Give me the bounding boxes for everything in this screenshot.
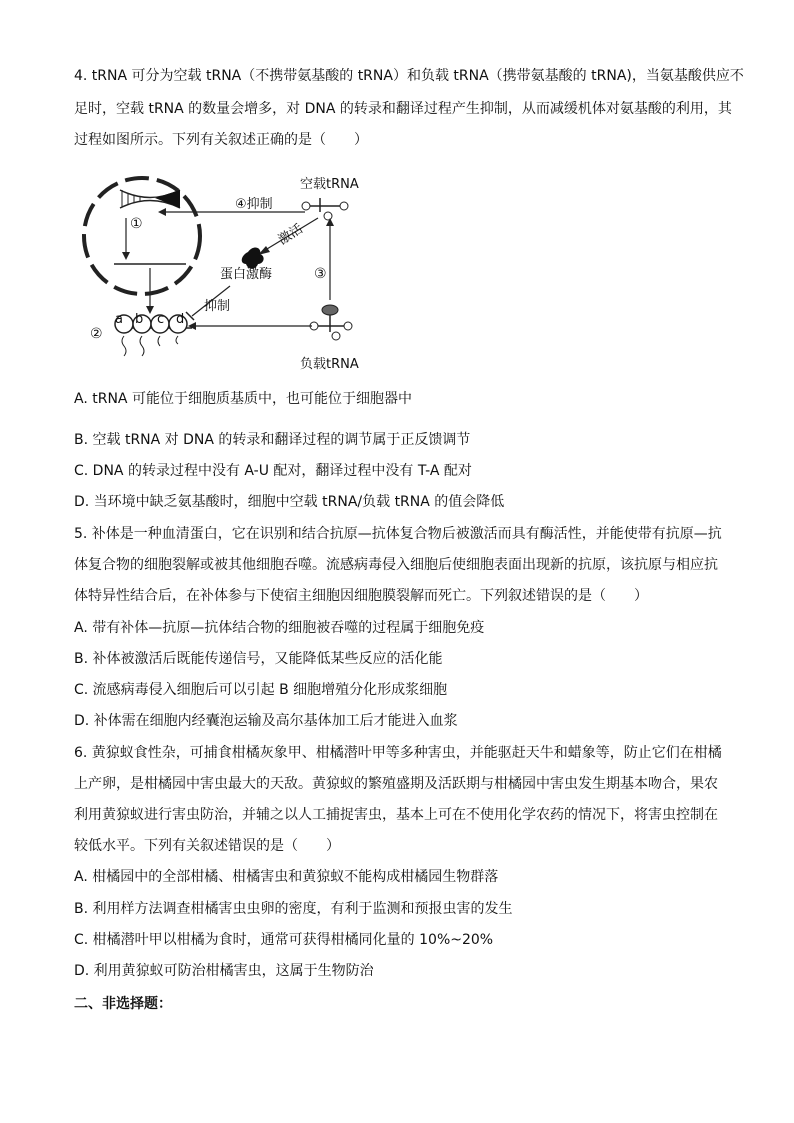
q4-option-b: B. 空载 tRNA 对 DNA 的转录和翻译过程的调节属于正反馈调节 (74, 432, 471, 448)
q6-stem-line-3: 利用黄猄蚁进行害虫防治，并辅之以人工捕捉害虫，基本上可在不使用化学农药的情况下，将害虫控制在 (74, 807, 718, 823)
step3-label: ③ (314, 266, 327, 282)
q4-stem-line-1: 4. tRNA 可分为空载 tRNA（不携带氨基酸的 tRNA）和负载 tRNA（携带氨基酸的 tRNA)，当氨基酸供应不 (74, 68, 744, 84)
q4-option-c: C. DNA 的转录过程中没有 A-U 配对，翻译过程中没有 T-A 配对 (74, 463, 472, 479)
empty-trna-label: 空载tRNA (300, 177, 359, 192)
q5-option-a: A. 带有补体—抗原—抗体结合物的细胞被吞噬的过程属于细胞免疫 (74, 620, 485, 636)
q6-option-b: B. 利用样方法调查柑橘害虫虫卵的密度，有利于监测和预报虫害的发生 (74, 901, 513, 917)
ribosome-d-label: d (176, 312, 185, 327)
q5-stem-line-2: 体复合物的细胞裂解或被其他细胞吞噬。流感病毒侵入细胞后使细胞表面出现新的抗原，该抗原与相应抗 (74, 557, 718, 573)
inhibit-label: 抑制 (204, 299, 231, 314)
ribosome-b-label: b (135, 312, 144, 327)
q6-option-c: C. 柑橘潜叶甲以柑橘为食时，通常可获得柑橘同化量的 10%~20% (74, 932, 494, 948)
inhibit4-label: ④抑制 (235, 197, 273, 212)
q4-option-a: A. tRNA 可能位于细胞质基质中，也可能位于细胞器中 (74, 391, 412, 407)
ribosome-c-label: c (157, 312, 165, 327)
q5-option-c: C. 流感病毒侵入细胞后可以引起 B 细胞增殖分化形成浆细胞 (74, 682, 448, 698)
q6-option-a: A. 柑橘园中的全部柑橘、柑橘害虫和黄猄蚁不能构成柑橘园生物群落 (74, 869, 499, 885)
trna-regulation-diagram (80, 160, 380, 380)
q6-stem-line-1: 6. 黄猄蚁食性杂，可捕食柑橘灰象甲、柑橘潜叶甲等多种害虫，并能驱赶天牛和蜡象等，防止它们在柑橘 (74, 745, 722, 761)
q4-stem-line-3: 过程如图所示。下列有关叙述正确的是（ ） (74, 132, 368, 148)
ribosome-a-label: a (115, 312, 123, 327)
nucleus-membrane (84, 178, 200, 294)
q5-option-d: D. 补体需在细胞内经囊泡运输及高尔基体加工后才能进入血浆 (74, 713, 458, 729)
q4-stem-line-2: 足时，空载 tRNA 的数量会增多，对 DNA 的转录和翻译过程产生抑制，从而减缓机体对氨基酸的利用，其 (74, 101, 732, 117)
q6-stem-line-2: 上产卵，是柑橘园中害虫最大的天敌。黄猄蚁的繁殖盛期及活跃期与柑橘园中害虫发生期基本吻合，果农 (74, 776, 718, 792)
q5-stem-line-1: 5. 补体是一种血清蛋白，它在识别和结合抗原—抗体复合物后被激活而具有酶活性，并能使带有抗原—抗 (74, 526, 722, 542)
step1-label: ① (130, 216, 143, 232)
empty-trna-icon (302, 198, 348, 220)
kinase-label: 蛋白激酶 (220, 267, 273, 282)
step2-label: ② (90, 326, 103, 342)
activate-label: 激活 (275, 221, 306, 249)
loaded-trna-label: 负载tRNA (300, 357, 359, 372)
q5-option-b: B. 补体被激活后既能传递信号，又能降低某些反应的活化能 (74, 651, 443, 667)
q6-option-d: D. 利用黄猄蚁可防治柑橘害虫，这属于生物防治 (74, 963, 374, 979)
q4-option-d: D. 当环境中缺乏氨基酸时，细胞中空载 tRNA/负载 tRNA 的值会降低 (74, 494, 505, 510)
section-heading: 二、非选择题： (74, 996, 172, 1012)
loaded-trna-icon (310, 305, 352, 340)
q5-stem-line-3: 体特异性结合后，在补体参与下使宿主细胞因细胞膜裂解而死亡。下列叙述错误的是（ ） (74, 588, 648, 604)
dna-helix-icon (120, 190, 180, 208)
q6-stem-line-4: 较低水平。下列有关叙述错误的是（ ） (74, 838, 340, 854)
protein-kinase-icon (242, 248, 264, 269)
